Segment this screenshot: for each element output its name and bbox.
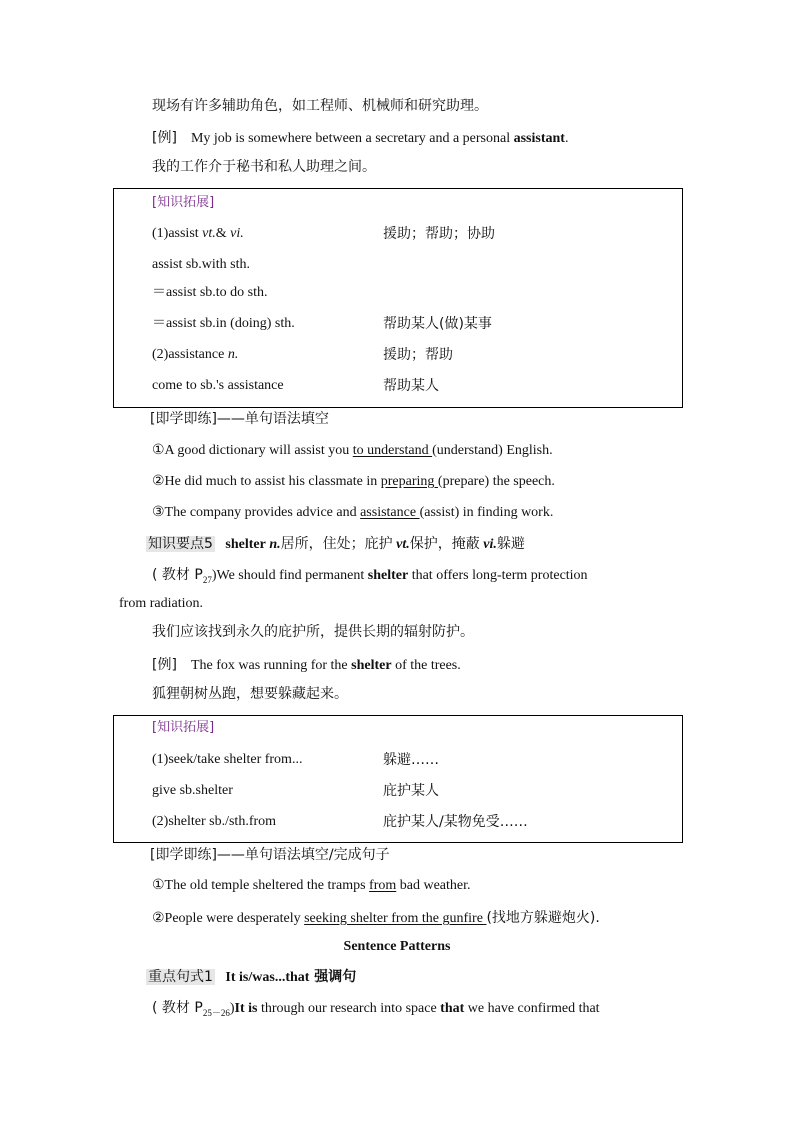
box-header: [知识拓展] <box>152 195 215 210</box>
box-row-cn: 援助；帮助；协助 <box>383 226 495 242</box>
drill-text: bad weather. <box>396 878 471 893</box>
textbook-quote <box>152 998 600 1023</box>
example-line <box>152 128 568 149</box>
page-number: 27 <box>202 574 212 585</box>
box-row-en <box>152 345 238 365</box>
drill-text: (assist) in finding work. <box>419 505 554 520</box>
example-text: My job is somewhere between a secretary and a personal <box>190 131 511 146</box>
quote-continuation: from radiation. <box>119 596 203 611</box>
example-keyword: shelter <box>351 658 392 673</box>
pos-tag: vi. <box>483 537 497 552</box>
pattern-heading <box>146 967 356 988</box>
row-text: (2)assistance <box>152 347 228 362</box>
drill-answer: seeking shelter from the gunfire <box>304 911 487 926</box>
pattern-title: It is/was...that <box>225 970 310 985</box>
example-text: of the trees. <box>391 658 461 673</box>
quote-text: that offers long-term protection <box>408 568 588 583</box>
drill-item <box>152 472 555 492</box>
quote-text: through our research into space <box>257 1001 441 1016</box>
section-title: Sentence Patterns <box>343 939 451 954</box>
drill-item <box>152 908 600 929</box>
pos-tag: vt. <box>202 226 216 241</box>
drill-answer: preparing <box>380 474 438 489</box>
quote-keyword: that <box>440 1001 465 1016</box>
pattern-label: 重点句式1 <box>148 969 213 985</box>
drill-text: (understand) English. <box>432 443 553 458</box>
drill-header: [即学即练]——单句语法填空/完成句子 <box>150 847 390 863</box>
paragraph-line: 现场有许多辅助角色，如工程师、机械师和研究助理。 <box>152 98 488 114</box>
knowledge-point-label: 知识要点5 <box>148 536 213 552</box>
example-tag: [例] <box>152 130 177 146</box>
pos-tag: vi. <box>230 226 244 241</box>
drill-text: ②People were desperately <box>152 911 305 926</box>
example-tag: [例] <box>152 657 177 673</box>
box-row-cn: 援助；帮助 <box>383 347 453 363</box>
box-row-en: give sb.shelter <box>152 783 233 798</box>
quote-text: we have confirmed that <box>464 1001 600 1016</box>
quote-text: )We should find permanent <box>211 568 368 583</box>
box-row-cn: 庇护某人/某物免受…… <box>383 814 528 830</box>
example-translation: 狐狸朝树丛跑，想要躲藏起来。 <box>152 686 348 702</box>
drill-item <box>152 503 553 523</box>
drill-answer: from <box>369 878 397 893</box>
box-row-en: (2)shelter sb./sth.from <box>152 814 277 829</box>
definition: 保护，掩蔽 <box>409 536 480 552</box>
box-row-cn: 帮助某人(做)某事 <box>383 316 492 332</box>
box-row-en: come to sb.'s assistance <box>152 378 284 393</box>
knowledge-point-heading <box>146 534 525 555</box>
textbook-ref: ( 教材 P <box>152 567 203 583</box>
drill-text: (找地方躲避炮火). <box>486 910 600 926</box>
box-row-cn: 庇护某人 <box>383 783 439 799</box>
drill-answer: to understand <box>352 443 433 458</box>
drill-answer: assistance <box>360 505 420 520</box>
pos-tag: n. <box>269 537 281 552</box>
box-row-cn: 躲避…… <box>383 752 439 768</box>
row-text: & <box>215 226 231 241</box>
box-header: [知识拓展] <box>152 720 215 735</box>
example-line <box>152 655 461 676</box>
example-text: The fox was running for the <box>190 658 352 673</box>
quote-keyword: It is <box>234 1001 258 1016</box>
textbook-ref: ( 教材 P <box>152 1000 203 1016</box>
box-row-en: (1)seek/take shelter from... <box>152 752 303 767</box>
box-row-en: assist sb.with sth. <box>152 257 251 272</box>
quote-keyword: shelter <box>367 568 409 583</box>
drill-text: ③The company provides advice and <box>152 505 361 520</box>
quote-translation: 我们应该找到永久的庇护所，提供长期的辐射防护。 <box>152 624 474 640</box>
drill-text: ①The old temple sheltered the tramps <box>152 878 370 893</box>
pos-tag: n. <box>227 347 239 362</box>
example-keyword: assistant <box>513 131 565 146</box>
row-text: (1)assist <box>152 226 203 241</box>
drill-item <box>152 876 471 896</box>
drill-text: ②He did much to assist his classmate in <box>152 474 381 489</box>
example-end: . <box>564 131 569 146</box>
page-number: 25－26 <box>202 1007 230 1018</box>
definition: 躲避 <box>496 536 525 552</box>
box-row-en: ＝assist sb.to do sth. <box>152 285 268 300</box>
example-translation: 我的工作介于秘书和私人助理之间。 <box>152 159 376 175</box>
pattern-title-cn: 强调句 <box>309 969 357 985</box>
box-row-en: ＝assist sb.in (doing) sth. <box>152 316 295 331</box>
definition: 居所，住处；庇护 <box>280 536 393 552</box>
drill-text: (prepare) the speech. <box>437 474 555 489</box>
drill-text: ①A good dictionary will assist you <box>152 443 353 458</box>
drill-item <box>152 441 553 461</box>
box-row-cn: 帮助某人 <box>383 378 439 394</box>
pos-tag: vt. <box>396 537 410 552</box>
drill-header: [即学即练]——单句语法填空 <box>150 411 329 427</box>
quote-text: ) <box>229 1001 235 1016</box>
textbook-quote <box>152 565 588 590</box>
box-row-en <box>152 224 244 244</box>
headword: shelter <box>225 537 266 552</box>
